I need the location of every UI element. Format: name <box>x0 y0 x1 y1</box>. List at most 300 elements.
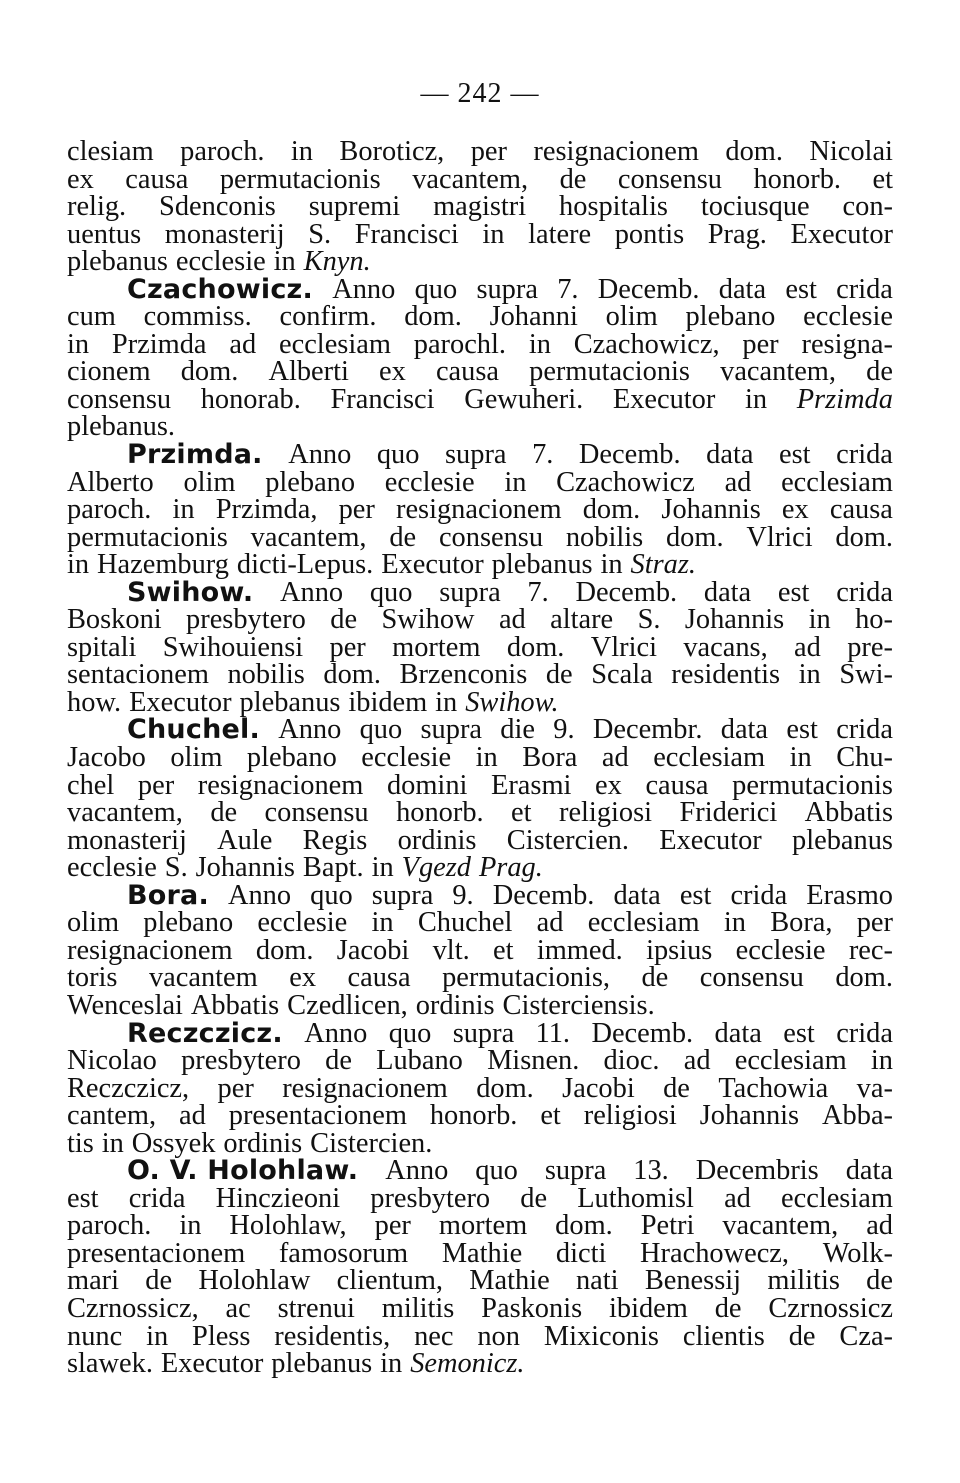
entry-place-heading: Swihow. <box>127 576 254 608</box>
word: in <box>808 604 831 636</box>
word: hospitalis <box>559 191 668 223</box>
text-line <box>67 879 893 911</box>
word: supra <box>439 576 501 608</box>
page <box>67 78 893 1378</box>
word: ecclesiam <box>279 328 391 360</box>
word: Petri <box>640 1210 695 1242</box>
word: Przimda, <box>215 494 318 526</box>
word: Swihouiensi <box>162 631 304 663</box>
word: et <box>872 163 893 195</box>
text-body <box>67 138 893 1378</box>
word: in <box>504 466 527 498</box>
word: nobilis <box>227 659 305 691</box>
word: Decemb. <box>578 439 681 471</box>
word: supra <box>452 1017 515 1049</box>
word: ad <box>179 1100 206 1132</box>
text-line <box>67 576 893 608</box>
word: quo <box>414 273 458 305</box>
word: ad <box>683 1045 711 1077</box>
word: in <box>146 1320 169 1352</box>
word: Executor <box>160 1348 264 1380</box>
word: quo <box>376 439 420 471</box>
word: Mixiconis <box>543 1320 659 1352</box>
word: data <box>613 879 661 911</box>
word: 13. <box>633 1155 669 1187</box>
word: Lubano <box>376 1045 463 1077</box>
word: Johannis <box>661 494 761 526</box>
word: supra <box>476 273 538 305</box>
word: Aule <box>217 824 273 856</box>
word: Swi- <box>839 659 893 691</box>
text-line <box>67 716 893 744</box>
word: data <box>714 1017 762 1049</box>
word: supra <box>445 439 507 471</box>
word: Nicolao <box>67 1045 157 1077</box>
word: crida <box>836 1017 893 1049</box>
word: ibidem <box>348 686 428 718</box>
word: Vlrici <box>746 521 813 553</box>
text-line <box>67 1237 893 1269</box>
word: Francisci <box>354 218 459 250</box>
word: ecclesiam <box>781 466 893 498</box>
word: Holohlaw, <box>229 1210 347 1242</box>
word: est <box>786 714 818 746</box>
word: religiosi <box>558 797 653 829</box>
text-line <box>67 1047 893 1075</box>
word: ex <box>595 769 622 801</box>
word: ecclesiam <box>781 1182 893 1214</box>
word: honorb. <box>429 1100 518 1132</box>
word: Executor <box>612 383 716 415</box>
word: Decemb. <box>591 1017 694 1049</box>
word: tociusque <box>700 191 810 223</box>
word: domini <box>386 769 468 801</box>
word: consensu <box>438 521 544 553</box>
word: consensu <box>67 383 172 415</box>
word: dom. <box>476 1072 534 1104</box>
word: Abbatis <box>190 989 280 1021</box>
word: cionem <box>67 356 151 388</box>
word: resignacionem <box>67 934 233 966</box>
word: ipsius <box>646 934 713 966</box>
word: per <box>856 907 893 939</box>
word: militis <box>381 1292 455 1324</box>
word: permutacionis <box>529 356 690 388</box>
word: per <box>329 631 366 663</box>
text-line <box>67 218 893 250</box>
word: de <box>520 1182 548 1214</box>
word: de <box>210 797 238 829</box>
word: ecclesie <box>257 907 348 939</box>
word: in <box>435 686 458 718</box>
word: non <box>477 1320 520 1352</box>
word: con- <box>842 191 893 223</box>
word: Swihow <box>381 604 475 636</box>
word: Alberto <box>67 466 154 498</box>
word: nec <box>414 1320 454 1352</box>
word: Hinczieoni <box>215 1182 341 1214</box>
word: vacantem, <box>720 356 836 388</box>
word: Prag. <box>478 852 543 884</box>
word: Nicolai <box>809 136 893 167</box>
word: nobilis <box>565 521 644 553</box>
word: per <box>742 328 779 360</box>
text-line <box>67 441 893 469</box>
word: Czrnossicz, <box>67 1292 199 1324</box>
word: vacantem <box>148 962 258 994</box>
word: Semonicz. <box>410 1348 525 1380</box>
word: nati <box>575 1265 619 1297</box>
word: 7. <box>557 273 579 305</box>
word: est <box>785 273 817 305</box>
word: S. <box>308 218 332 250</box>
word: in <box>273 246 296 278</box>
word: ecclesiam <box>653 742 766 774</box>
word: Przimda <box>111 328 207 360</box>
word: dioc. <box>603 1045 660 1077</box>
word: plebanus <box>491 549 593 581</box>
text-line <box>67 964 893 992</box>
text-line <box>67 496 893 524</box>
word: commiss. <box>143 301 252 333</box>
word: Czachowicz <box>556 466 695 498</box>
word: mari <box>67 1265 120 1297</box>
text-line <box>67 1157 893 1185</box>
word: supra <box>371 879 434 911</box>
word: Johannis <box>195 852 295 884</box>
word: Decemb. <box>575 576 678 608</box>
word: in <box>371 907 394 939</box>
word: Pless <box>192 1320 251 1352</box>
word: in <box>101 1127 124 1159</box>
text-line <box>67 769 893 801</box>
word: Executor <box>129 686 232 718</box>
word: Vlrici <box>590 631 657 663</box>
word: clientum, <box>336 1265 444 1297</box>
word: militis <box>767 1265 840 1297</box>
word: plebano <box>265 466 356 498</box>
text-line <box>67 1292 893 1324</box>
text-line <box>67 934 893 966</box>
word: Wenceslai <box>67 989 183 1021</box>
word: in <box>870 1045 893 1077</box>
word: honorb. <box>753 163 841 195</box>
word: Straz. <box>630 549 697 581</box>
word: Abbatis <box>804 797 893 829</box>
text-line <box>67 686 893 718</box>
word: Ossyek <box>131 1127 216 1159</box>
word: est <box>67 1182 99 1214</box>
word: in <box>482 218 505 250</box>
word: est <box>679 879 712 911</box>
word: de <box>641 962 669 994</box>
word: causa <box>347 962 411 994</box>
word: Gewuheri. <box>464 383 584 415</box>
word: va- <box>856 1072 893 1104</box>
word: Anno <box>280 576 344 608</box>
word: quo <box>369 576 413 608</box>
word: in <box>67 328 90 360</box>
word: ad <box>536 907 564 939</box>
word: per <box>338 494 375 526</box>
word: Executor <box>659 824 762 856</box>
word: supremi <box>308 191 401 223</box>
word: spitali <box>67 631 137 663</box>
word: presentacionem <box>228 1100 407 1132</box>
word: permutacionis <box>732 769 893 801</box>
text-line <box>67 138 893 166</box>
word: ecclesie <box>361 742 452 774</box>
word: vacantem, <box>722 1210 839 1242</box>
word: Luthomisl <box>577 1182 694 1214</box>
word: Hazemburg <box>97 549 229 581</box>
word: Benessij <box>644 1265 742 1297</box>
word: dom. <box>323 659 381 691</box>
text-line <box>67 1072 893 1104</box>
word: plebano <box>143 907 234 939</box>
word: dom. <box>506 631 565 663</box>
word: 7. <box>527 576 549 608</box>
word: in <box>172 494 195 526</box>
word: data <box>720 714 769 746</box>
word: presbytero <box>186 604 306 636</box>
word: ecclesie <box>384 466 475 498</box>
word: vlt. <box>432 934 470 966</box>
word: crida <box>836 273 893 305</box>
word: ac <box>225 1292 251 1324</box>
text-line <box>67 193 893 221</box>
text-line <box>67 909 893 937</box>
word: rec- <box>848 934 893 966</box>
text-line <box>67 1102 893 1130</box>
word: resignacionem <box>395 494 562 526</box>
text-line <box>67 1212 893 1240</box>
word: de <box>545 659 573 691</box>
word: dom. <box>835 521 893 553</box>
word: altare <box>550 604 614 636</box>
word: in <box>371 852 394 884</box>
word: ad <box>866 1210 893 1242</box>
word: immed. <box>536 934 623 966</box>
word: vacantem, <box>412 163 529 195</box>
word: de <box>714 1292 742 1324</box>
word: in <box>789 742 812 774</box>
word: et <box>540 1100 561 1132</box>
word: Decemb. <box>597 273 700 305</box>
word: de <box>389 521 417 553</box>
word: olim <box>170 742 223 774</box>
word: ibidem <box>609 1292 688 1324</box>
word: in <box>723 907 746 939</box>
word: ecclesiam <box>734 1045 847 1077</box>
entry-place-heading: Czachowicz. <box>127 273 313 305</box>
word: ex <box>379 356 406 388</box>
word: Paskonis <box>481 1292 583 1324</box>
word: et <box>511 797 532 829</box>
word: dom. <box>404 301 462 333</box>
word: ad <box>601 742 629 774</box>
word: chel <box>67 769 115 801</box>
entry-place-heading: Reczczicz. <box>127 1017 283 1049</box>
word: in <box>380 1348 403 1380</box>
word: resignacionem <box>533 136 699 167</box>
word: uentus <box>67 218 142 250</box>
word: Misnen. <box>487 1045 580 1077</box>
word: Cza- <box>839 1320 893 1352</box>
word: Decembr. <box>592 714 703 746</box>
word: data <box>703 576 752 608</box>
word: dom. <box>725 136 783 167</box>
word: residentis, <box>274 1320 391 1352</box>
word: permutacionis <box>219 163 381 195</box>
word: vacantem, <box>67 797 183 829</box>
text-line <box>67 606 893 634</box>
word: plebanus <box>271 1348 373 1380</box>
word: presentacionem <box>67 1237 246 1269</box>
word: Jacobi <box>336 934 410 966</box>
text-line <box>67 163 893 195</box>
word: Holohlaw <box>198 1265 311 1297</box>
word: de <box>559 163 587 195</box>
word: Cistercien. <box>506 824 629 856</box>
word: Johannis <box>684 604 785 636</box>
word: Cistercien. <box>310 1127 433 1159</box>
text-line <box>67 1182 893 1214</box>
word: dicti <box>555 1237 607 1269</box>
word: Sdenconis <box>159 191 276 223</box>
word: Anno <box>385 1155 449 1187</box>
word: crida <box>730 879 788 911</box>
word: causa <box>645 769 709 801</box>
text-line <box>67 661 893 689</box>
word: Mathie <box>441 1237 523 1269</box>
word: cum <box>67 301 116 333</box>
word: ecclesie <box>803 301 893 333</box>
word: consensu <box>264 797 369 829</box>
word: Boroticz, <box>339 136 445 167</box>
word: Jacobo <box>67 742 146 774</box>
word: ecclesiam <box>587 907 700 939</box>
word: Scala <box>591 659 653 691</box>
entry-place-heading: Bora. <box>127 879 209 911</box>
word: 7. <box>532 439 554 471</box>
word: causa <box>435 356 499 388</box>
word: Tachowia <box>718 1072 829 1104</box>
text-line <box>67 466 893 498</box>
word: ad <box>724 1182 751 1214</box>
word: Chuchel <box>417 907 513 939</box>
text-line <box>67 631 893 663</box>
word: ex <box>67 163 94 195</box>
text-line <box>67 383 893 415</box>
text-line <box>67 1350 893 1378</box>
word: Bora <box>522 742 578 774</box>
word: strenui <box>277 1292 355 1324</box>
word: S. <box>637 604 661 636</box>
word: paroch. <box>67 494 152 526</box>
page-number: — 242 — <box>420 78 540 109</box>
word: Vgezd <box>401 852 471 884</box>
word: Wolk- <box>822 1237 893 1269</box>
word: famosorum <box>278 1237 409 1269</box>
word: paroch. <box>180 136 265 167</box>
word: Cisterciensis. <box>502 989 655 1021</box>
word: Boskoni <box>67 604 162 636</box>
word: Hrachowecz, <box>640 1237 790 1269</box>
word: Brzenconis <box>399 659 528 691</box>
text-line <box>67 303 893 331</box>
word: vacantem, <box>250 521 367 553</box>
word: ad <box>724 466 752 498</box>
text-line <box>67 824 893 856</box>
word: monasterij <box>164 218 285 250</box>
word: Bora, <box>770 907 833 939</box>
word: Przimda <box>796 383 893 415</box>
word: de <box>788 1320 816 1352</box>
word: religiosi <box>583 1100 677 1132</box>
text-line <box>67 551 893 579</box>
word: Alberti <box>268 356 349 388</box>
word: Regis <box>302 824 368 856</box>
word: in <box>290 136 313 167</box>
word: quo <box>475 1155 518 1187</box>
word: dom. <box>255 934 314 966</box>
word: Jacobi <box>562 1072 635 1104</box>
word: est <box>777 576 810 608</box>
text-line <box>67 1320 893 1352</box>
word: plebano <box>685 301 776 333</box>
text-line <box>67 521 893 553</box>
word: causa <box>829 494 893 526</box>
word: Knyn. <box>303 246 371 278</box>
word: in <box>67 549 90 581</box>
text-line <box>67 1017 893 1049</box>
text-line <box>67 413 893 441</box>
text-line <box>67 328 893 360</box>
word: 9. <box>553 714 575 746</box>
word: de <box>866 1265 893 1297</box>
word: vacans, <box>683 631 768 663</box>
word: Anno <box>288 439 352 471</box>
word: data <box>718 273 767 305</box>
word: mortem <box>392 631 481 663</box>
word: ad <box>498 604 526 636</box>
word: Johannis <box>699 1100 800 1132</box>
word: Bapt. <box>302 852 364 884</box>
word: S. <box>164 852 188 884</box>
word: magistri <box>433 191 527 223</box>
word: ecclesie <box>67 852 157 884</box>
word: data <box>706 439 754 471</box>
word: ordinis <box>415 989 495 1021</box>
word: toris <box>67 962 118 994</box>
word: paroch. <box>67 1210 152 1242</box>
word: Friderici <box>679 797 778 829</box>
word: ordinis <box>223 1127 303 1159</box>
word: plebanus <box>67 246 168 278</box>
entry-place-heading: Chuchel. <box>127 714 260 746</box>
word: de <box>325 1045 352 1077</box>
word: per <box>137 769 175 801</box>
word: per <box>217 1072 254 1104</box>
word: plebanus <box>792 824 893 856</box>
word: Anno <box>278 714 342 746</box>
word: Decembris <box>695 1155 819 1187</box>
word: pontis <box>614 218 685 250</box>
word: Johanni <box>489 301 578 333</box>
word: Chu- <box>836 742 893 774</box>
word: parochl. <box>413 328 506 360</box>
